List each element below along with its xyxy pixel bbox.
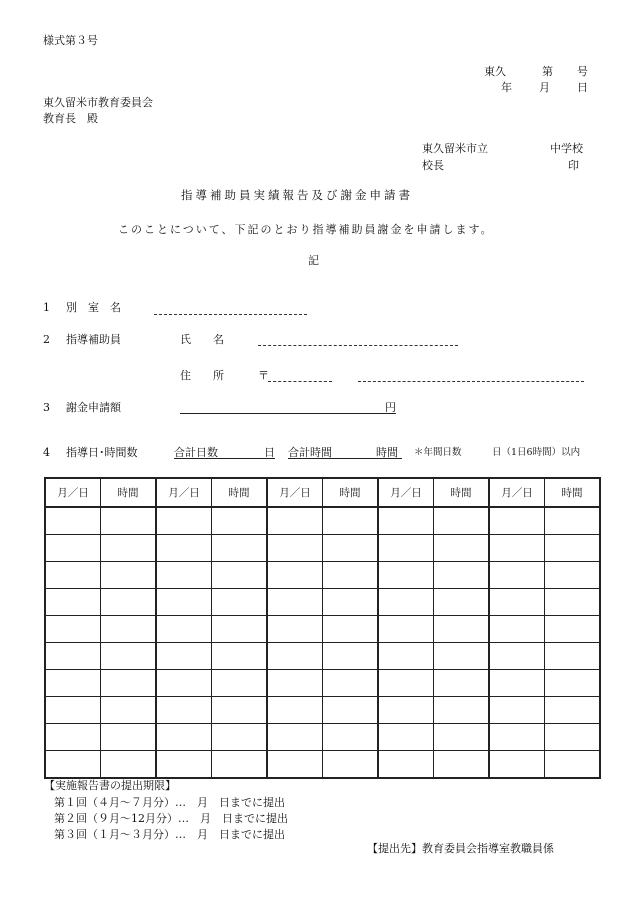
date-cell[interactable] [267,589,323,616]
postal-mark: 〒 [258,369,269,382]
time-cell[interactable] [323,724,379,751]
item1-label: 別 室 名 [66,301,121,314]
date-cell[interactable] [489,562,545,589]
time-cell[interactable] [434,507,490,535]
amount-field[interactable] [180,413,396,414]
time-cell[interactable] [545,589,601,616]
table-row [45,643,600,670]
date-cell[interactable] [45,643,101,670]
date-cell[interactable] [489,670,545,697]
date-cell[interactable] [156,562,212,589]
time-cell[interactable] [434,724,490,751]
name-field[interactable] [258,345,458,346]
item2-number: 2 [43,333,50,346]
time-cell[interactable] [212,535,268,562]
date-cell[interactable] [267,562,323,589]
time-cell[interactable] [434,751,490,779]
name-label: 氏 名 [180,333,224,346]
date-cell[interactable] [156,697,212,724]
time-cell[interactable] [434,562,490,589]
date-cell[interactable] [156,589,212,616]
time-cell[interactable] [434,643,490,670]
postal-code-field[interactable] [268,381,332,382]
date-cell[interactable] [267,724,323,751]
time-cell[interactable] [545,535,601,562]
yen-unit: 円 [385,401,396,414]
time-cell[interactable] [212,589,268,616]
time-cell[interactable] [434,535,490,562]
item4-label: 指導日･時間数 [66,446,138,459]
day-unit: 日 [264,446,275,459]
date-cell[interactable] [378,643,434,670]
col-time-5: 時間 [545,478,601,507]
table-row [45,589,600,616]
date-cell[interactable] [156,751,212,779]
time-cell[interactable] [212,670,268,697]
total-days-field[interactable] [174,458,275,459]
date-cell[interactable] [156,670,212,697]
attendance-table [44,477,601,779]
doc-number-prefix: 東久 [484,65,506,78]
doc-number-no: 第 [542,65,553,78]
date-cell[interactable] [267,507,323,535]
time-cell[interactable] [212,724,268,751]
page-title: 指導補助員実績報告及び謝金申請書 [181,188,413,202]
table-header-row [45,478,600,507]
table-row [45,670,600,697]
time-cell[interactable] [545,724,601,751]
sender-school-prefix: 東久留米市立 [422,142,488,155]
time-cell[interactable] [545,643,601,670]
date-cell[interactable] [267,670,323,697]
date-cell[interactable] [45,670,101,697]
deadline-heading: 【実施報告書の提出期限】 [44,779,176,792]
time-cell[interactable] [101,724,157,751]
item1-number: 1 [43,301,50,314]
date-cell[interactable] [489,643,545,670]
col-time-2: 時間 [212,478,268,507]
table-row [45,616,600,643]
hour-unit: 時間 [376,446,398,459]
table-row [45,724,600,751]
time-cell[interactable] [101,589,157,616]
address-field[interactable] [358,381,584,382]
time-cell[interactable] [101,643,157,670]
time-cell[interactable] [101,535,157,562]
annual-limit: 日（1日6時間）以内 [492,447,581,458]
date-cell[interactable] [156,535,212,562]
time-cell[interactable] [545,562,601,589]
date-cell[interactable] [45,616,101,643]
date-cell[interactable] [45,697,101,724]
date-cell[interactable] [378,616,434,643]
time-cell[interactable] [101,670,157,697]
date-cell[interactable] [489,616,545,643]
table-row [45,562,600,589]
room-name-field[interactable] [154,314,307,315]
date-cell[interactable] [156,724,212,751]
date-cell[interactable] [489,535,545,562]
col-date-1: 月／日 [45,478,101,507]
time-cell[interactable] [434,616,490,643]
date-cell[interactable] [45,589,101,616]
sender-principal: 校長 [422,159,444,172]
col-time-1: 時間 [101,478,157,507]
addressee-org: 東久留米市教育委員会 [43,96,153,109]
address-label: 住 所 [180,369,224,382]
time-cell[interactable] [323,643,379,670]
date-cell[interactable] [378,751,434,779]
col-date-3: 月／日 [267,478,323,507]
date-cell[interactable] [378,535,434,562]
time-cell[interactable] [323,589,379,616]
time-cell[interactable] [101,562,157,589]
time-cell[interactable] [101,507,157,535]
time-cell[interactable] [212,507,268,535]
table-row [45,751,600,779]
time-cell[interactable] [545,616,601,643]
date-cell[interactable] [267,643,323,670]
date-cell[interactable] [378,507,434,535]
time-cell[interactable] [323,697,379,724]
item4-number: 4 [43,446,50,459]
form-number: 様式第３号 [43,34,98,47]
request-text: このことについて、下記のとおり指導補助員謝金を申請します。 [118,223,494,236]
col-time-3: 時間 [323,478,379,507]
time-cell[interactable] [434,697,490,724]
addressee-title: 教育長 殿 [43,112,98,125]
col-date-5: 月／日 [489,478,545,507]
deadline-row-3: 第３回（１月～３月分）… 月 日までに提出 [54,828,285,841]
date-cell[interactable] [45,562,101,589]
date-cell[interactable] [378,670,434,697]
time-cell[interactable] [323,670,379,697]
date-cell[interactable] [489,507,545,535]
time-cell[interactable] [212,751,268,779]
deadline-row-1: 第１回（４月～７月分）… 月 日までに提出 [54,796,285,809]
doc-date-day: 日 [577,81,588,94]
time-cell[interactable] [545,751,601,779]
doc-date-month: 月 [539,81,550,94]
date-cell[interactable] [378,724,434,751]
date-cell[interactable] [267,697,323,724]
deadline-row-2: 第２回（９月～12月分）… 月 日までに提出 [54,812,288,825]
time-cell[interactable] [101,616,157,643]
date-cell[interactable] [156,643,212,670]
time-cell[interactable] [101,751,157,779]
date-cell[interactable] [156,507,212,535]
date-cell[interactable] [267,751,323,779]
date-cell[interactable] [378,697,434,724]
item3-label: 謝金申請額 [66,401,121,414]
time-cell[interactable] [323,507,379,535]
time-cell[interactable] [545,670,601,697]
item2-label: 指導補助員 [66,333,121,346]
date-cell[interactable] [378,589,434,616]
date-cell[interactable] [45,751,101,779]
date-cell[interactable] [489,589,545,616]
time-cell[interactable] [323,751,379,779]
date-cell[interactable] [267,535,323,562]
time-cell[interactable] [101,697,157,724]
date-cell[interactable] [45,724,101,751]
time-cell[interactable] [434,589,490,616]
table-row [45,535,600,562]
doc-date-year: 年 [501,81,512,94]
time-cell[interactable] [323,616,379,643]
total-hours-field[interactable] [288,458,402,459]
time-cell[interactable] [212,562,268,589]
table-row [45,697,600,724]
ki-mark: 記 [308,254,319,267]
time-cell[interactable] [323,562,379,589]
table-row [45,507,600,535]
item3-number: 3 [43,401,50,414]
total-hours-label: 合計時間 [288,446,332,459]
date-cell[interactable] [378,562,434,589]
time-cell[interactable] [545,507,601,535]
time-cell[interactable] [434,670,490,697]
seal-mark: 印 [568,159,579,172]
date-cell[interactable] [45,507,101,535]
total-days-label: 合計日数 [174,446,218,459]
time-cell[interactable] [212,616,268,643]
date-cell[interactable] [156,616,212,643]
date-cell[interactable] [267,616,323,643]
date-cell[interactable] [489,697,545,724]
date-cell[interactable] [489,751,545,779]
col-date-4: 月／日 [378,478,434,507]
time-cell[interactable] [212,697,268,724]
col-time-4: 時間 [434,478,490,507]
annual-days-label: ＊年間日数 [414,447,462,458]
submit-to: 【提出先】教育委員会指導室教職員係 [367,842,554,855]
time-cell[interactable] [545,697,601,724]
time-cell[interactable] [323,535,379,562]
time-cell[interactable] [212,643,268,670]
doc-number-suffix: 号 [577,65,588,78]
sender-school-suffix: 中学校 [550,142,583,155]
date-cell[interactable] [489,724,545,751]
date-cell[interactable] [45,535,101,562]
col-date-2: 月／日 [156,478,212,507]
